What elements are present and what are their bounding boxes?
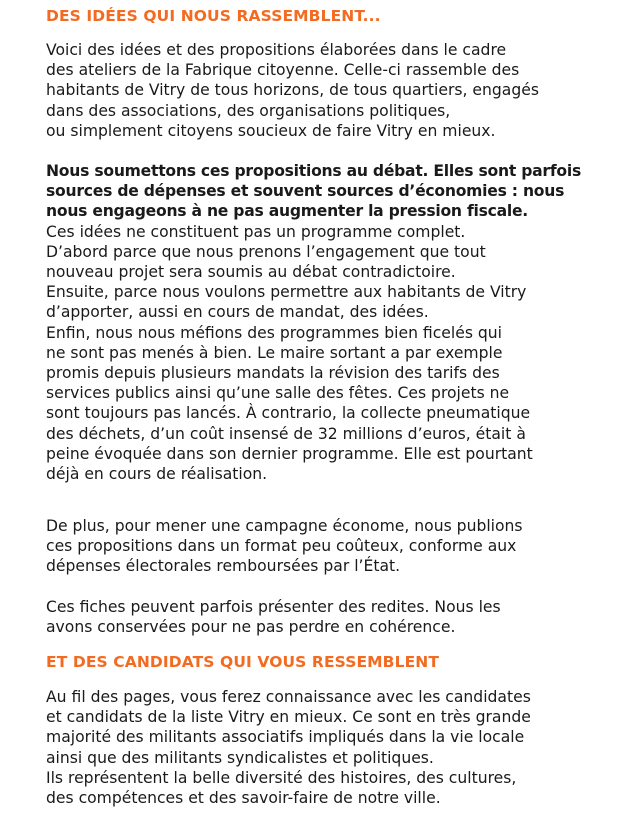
text-line: dépenses électorales remboursées par l’État. bbox=[46, 557, 401, 576]
text-line: et candidats de la liste Vitry en mieux. Ce sont en très grande bbox=[46, 708, 531, 727]
text-line: des déchets, d’un coût insensé de 32 millions d’euros, était à bbox=[46, 424, 526, 443]
text-line: services publics ainsi qu’une salle des fêtes. Ces projets ne bbox=[46, 384, 510, 403]
debate-paragraph bbox=[46, 161, 626, 484]
text-line: nous engageons à ne pas augmenter la pression fiscale. bbox=[46, 202, 528, 221]
redundancy-paragraph bbox=[46, 597, 626, 637]
text-line: dans des associations, des organisations politiques, bbox=[46, 101, 451, 120]
text-line: des ateliers de la Fabrique citoyenne. Celle-ci rassemble des bbox=[46, 61, 520, 80]
text-line: Voici des idées et des propositions élaborées dans le cadre bbox=[46, 41, 507, 59]
text-line: avons conservées pour ne pas perdre en cohérence. bbox=[46, 618, 456, 637]
text-line: promis depuis plusieurs mandats la révision des tarifs des bbox=[46, 364, 500, 383]
section-heading-candidates: ET DES CANDIDATS QUI VOUS RESSEMBLENT bbox=[46, 653, 440, 671]
intro-paragraph bbox=[46, 40, 626, 141]
campaign-cost-paragraph bbox=[46, 516, 626, 577]
text-line: peine évoquée dans son dernier programme. Elle est pourtant bbox=[46, 444, 533, 463]
text-line: déjà en cours de réalisation. bbox=[46, 465, 268, 484]
text-line: De plus, pour mener une campagne économe, nous publions bbox=[46, 517, 523, 535]
text-line: Au fil des pages, vous ferez connaissance avec les candidates bbox=[46, 688, 531, 706]
text-line: sources de dépenses et souvent sources d’économies : nous bbox=[46, 182, 565, 201]
program-explanation bbox=[46, 222, 626, 485]
text-line: D’abord parce que nous prenons l’engagement que tout bbox=[46, 242, 486, 261]
candidates-paragraph bbox=[46, 687, 626, 808]
text-line: sont toujours pas lancés. À contrario, la collecte pneumatique bbox=[46, 404, 531, 423]
text-line: ou simplement citoyens soucieux de faire Vitry en mieux. bbox=[46, 121, 496, 140]
text-line: d’apporter, aussi en cours de mandat, des idées. bbox=[46, 303, 429, 322]
text-line: ainsi que des militants syndicalistes et politiques. bbox=[46, 748, 434, 767]
text-line: ces propositions dans un format peu coûteux, conforme aux bbox=[46, 537, 517, 556]
text-line: Ces fiches peuvent parfois présenter des redites. Nous les bbox=[46, 598, 501, 616]
text-line: majorité des militants associatifs impliqués dans la vie locale bbox=[46, 728, 525, 747]
text-line: des compétences et des savoir-faire de notre ville. bbox=[46, 789, 441, 808]
text-line: Ils représentent la belle diversité des histoires, des cultures, bbox=[46, 768, 517, 787]
commitment-statement bbox=[46, 161, 626, 222]
text-line: Ensuite, parce nous voulons permettre aux habitants de Vitry bbox=[46, 283, 527, 302]
text-line: ne sont pas menés à bien. Le maire sortant a par exemple bbox=[46, 343, 503, 362]
text-line: Enfin, nous nous méfions des programmes bien ficelés qui bbox=[46, 323, 503, 342]
text-line: Nous soumettons ces propositions au débat. Elles sont parfois bbox=[46, 162, 581, 180]
text-line: habitants de Vitry de tous horizons, de tous quartiers, engagés bbox=[46, 81, 539, 100]
text-line: nouveau projet sera soumis au débat contradictoire. bbox=[46, 263, 456, 282]
text-line: Ces idées ne constituent pas un programme complet. bbox=[46, 222, 466, 241]
section-heading-ideas: DES IDÉES QUI NOUS RASSEMBLENT... bbox=[46, 7, 381, 25]
